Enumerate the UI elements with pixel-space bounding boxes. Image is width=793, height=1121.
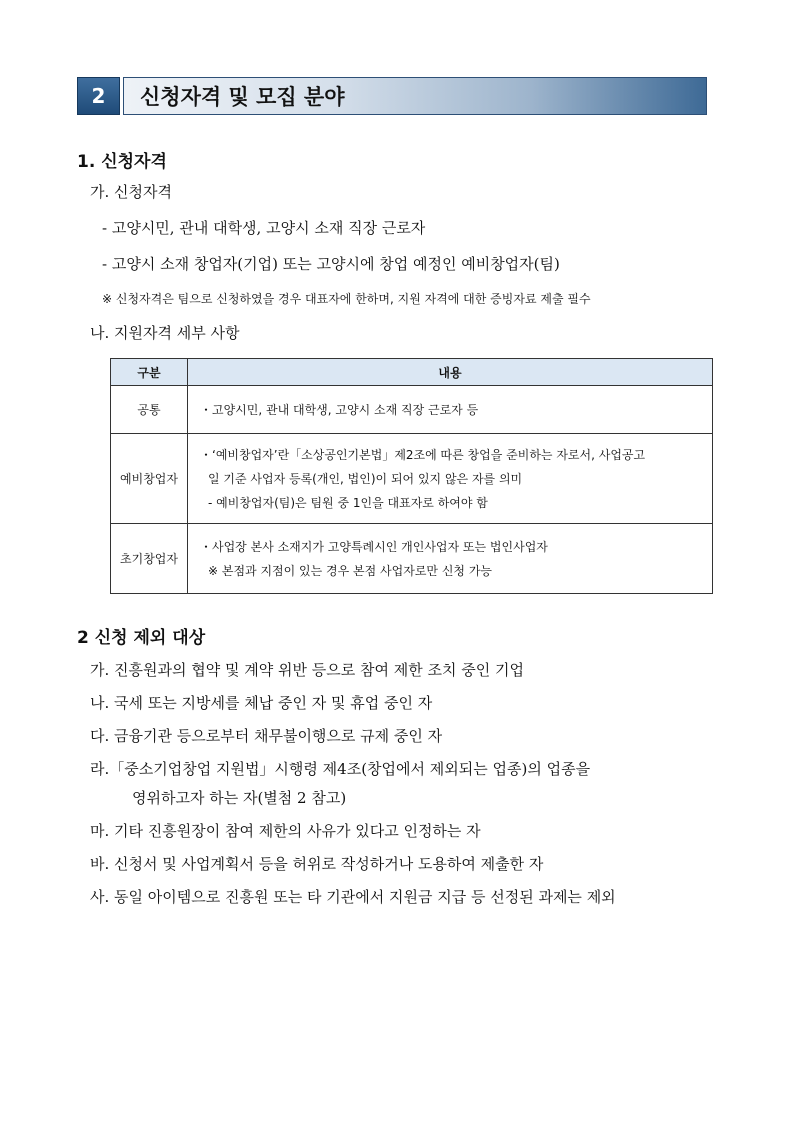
heading-exclusions: 2 신청 제외 대상 (77, 628, 206, 648)
subheading-ga: 가. 신청자격 (90, 183, 172, 201)
content-line: - 예비창업자(팀)은 팀원 중 1인을 대표자로 하여야 함 (208, 495, 488, 510)
table-header-row (111, 359, 713, 386)
exclusion-item: 다. 금융기관 등으로부터 채무불이행으로 규제 중인 자 (90, 727, 443, 745)
table-cell-content (188, 434, 713, 524)
heading-eligibility: 1. 신청자격 (77, 152, 167, 172)
content-line: ・사업장 본사 소재지가 고양특례시인 개인사업자 또는 법인사업자 (200, 539, 548, 554)
exclusion-item-continuation: 영위하고자 하는 자(별첨 2 참고) (132, 789, 347, 807)
eligibility-note: ※ 신청자격은 팀으로 신청하였을 경우 대표자에 한하며, 지원 자격에 대한 증빙자료 제출 필수 (102, 292, 591, 306)
table-row (111, 434, 713, 524)
exclusion-item: 나. 국세 또는 지방세를 체납 중인 자 및 휴업 중인 자 (90, 694, 433, 712)
table-cell-category: 예비창업자 (111, 434, 188, 524)
content-line: ※ 본점과 지점이 있는 경우 본점 사업자로만 신청 가능 (208, 563, 493, 578)
table-cell-category: 초기창업자 (111, 524, 188, 594)
exclusion-item: 사. 동일 아이템으로 진흥원 또는 타 기관에서 지원금 지급 등 선정된 과제는 제외 (90, 888, 616, 906)
table-cell-category: 공통 (111, 386, 188, 434)
content-line: ・고양시민, 관내 대학생, 고양시 소재 직장 근로자 등 (200, 402, 479, 417)
subheading-na: 나. 지원자격 세부 사항 (90, 324, 240, 342)
exclusion-item: 라.「중소기업창업 지원법」시행령 제4조(창업에서 제외되는 업종)의 업종을 (90, 760, 591, 778)
eligibility-table (110, 358, 713, 594)
eligibility-item: - 고양시 소재 창업자(기업) 또는 고양시에 창업 예정인 예비창업자(팀) (102, 255, 560, 273)
section-number: 2 (77, 77, 120, 115)
table-header-category: 구분 (111, 359, 188, 386)
table-row (111, 524, 713, 594)
exclusion-item: 바. 신청서 및 사업계획서 등을 허위로 작성하거나 도용하여 제출한 자 (90, 855, 544, 873)
table-header-content: 내용 (188, 359, 713, 386)
table-row (111, 386, 713, 434)
exclusion-item: 가. 진흥원과의 협약 및 계약 위반 등으로 참여 제한 조치 중인 기업 (90, 661, 524, 679)
content-line: 일 기준 사업자 등록(개인, 법인)이 되어 있지 않은 자를 의미 (208, 471, 523, 486)
exclusion-item: 마. 기타 진흥원장이 참여 제한의 사유가 있다고 인정하는 자 (90, 822, 481, 840)
section-title: 신청자격 및 모집 분야 (123, 77, 707, 115)
table-cell-content (188, 524, 713, 594)
eligibility-item: - 고양시민, 관내 대학생, 고양시 소재 직장 근로자 (102, 219, 426, 237)
table-cell-content (188, 386, 713, 434)
content-line: ・‘예비창업자’란「소상공인기본법」제2조에 따른 창업을 준비하는 자로서, 사업공고 (200, 447, 646, 462)
section-banner (77, 77, 707, 115)
